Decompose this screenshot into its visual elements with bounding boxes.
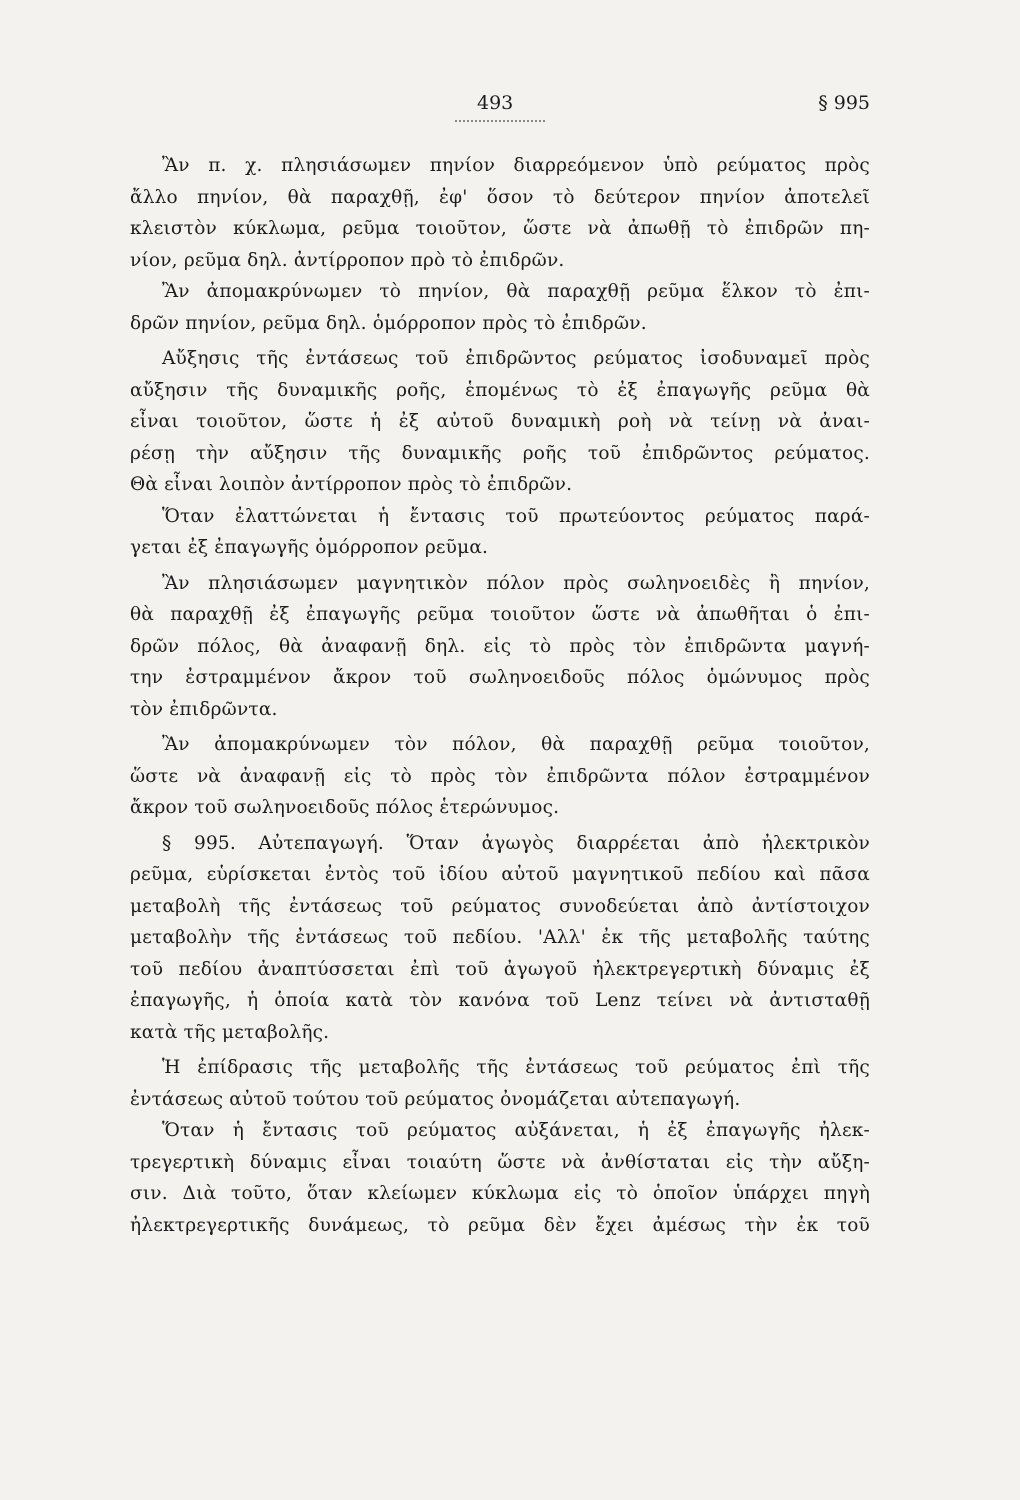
- section-reference: § 995: [818, 92, 870, 114]
- text-line: ἄκρον τοῦ σωληνοειδοῦς πόλος ἑτερώνυμος.: [130, 797, 560, 818]
- text-line: ρεῦμα, εὑρίσκεται ἐντὸς τοῦ ἰδίου αὐτοῦ μαγνητικοῦ πεδίου καὶ πᾶσα: [130, 864, 870, 885]
- text-line: τοῦ πεδίου ἀναπτύσσεται ἐπὶ τοῦ ἀγωγοῦ ἠλεκτρεγερτικὴ δύναμις ἐξ: [130, 958, 870, 980]
- text-line: μεταβολὴν τῆς ἐντάσεως τοῦ πεδίου. 'Αλλ' ἐκ τῆς μεταβολῆς ταύτης: [130, 927, 870, 948]
- text-line: κλειστὸν κύκλωμα, ρεῦμα τοιοῦτον, ὥστε νὰ ἀπωθῇ τὸ ἐπιδρῶν πη-: [130, 218, 870, 239]
- text-line: δρῶν πόλος, θὰ ἀναφανῇ δηλ. εἰς τὸ πρὸς τὸν ἐπιδρῶντα μαγνή-: [130, 635, 870, 657]
- text-line: Ὅταν ἡ ἔντασις τοῦ ρεύματος αὐξάνεται, ἡ ἐξ ἐπαγωγῆς ἠλεκ-: [162, 1120, 870, 1141]
- section-heading-line: § 995. Αὐτεπαγωγή. Ὅταν ἀγωγὸς διαρρέεται ἀπὸ ἠλεκτρικὸν: [162, 832, 870, 854]
- text-line: μεταβολὴ τῆς ἐντάσεως τοῦ ρεύματος συνοδεύεται ἀπὸ ἀντίστοιχον: [130, 895, 870, 917]
- text-line: εἶναι τοιοῦτον, ὥστε ἡ ἐξ αὐτοῦ δυναμικὴ ροὴ νὰ τείνῃ νὰ ἀναι-: [130, 411, 870, 432]
- text-line: ἐπαγωγῆς, ἡ ὁποία κατὰ τὸν κανόνα τοῦ Lenz τείνει νὰ ἀντισταθῇ: [130, 990, 870, 1011]
- text-line: Ἂν ἀπομακρύνωμεν τὸν πόλον, θὰ παραχθῇ ρεῦμα τοιοῦτον,: [162, 734, 870, 755]
- text-line: σιν. Διὰ τοῦτο, ὅταν κλείωμεν κύκλωμα εἰς τὸ ὁποῖον ὑπάρχει πηγὴ: [130, 1183, 870, 1204]
- text-line: Ὅταν ἐλαττώνεται ἡ ἔντασις τοῦ πρωτεύοντος ρεύματος παρά-: [162, 505, 870, 527]
- page-number: 493: [477, 92, 514, 114]
- text-line: κατὰ τῆς μεταβολῆς.: [130, 1021, 330, 1043]
- text-line: τρεγερτικὴ δύναμις εἶναι τοιαύτη ὥστε νὰ ἀνθίσταται εἰς τὴν αὔξη-: [130, 1151, 870, 1173]
- text-line: Ἂν πλησιάσωμεν μαγνητικὸν πόλον πρὸς σωληνοειδὲς ἢ πηνίον,: [162, 572, 870, 594]
- text-line: θὰ παραχθῇ ἐξ ἐπαγωγῆς ρεῦμα τοιοῦτον ὥστε νὰ ἀπωθῆται ὁ ἐπι-: [130, 604, 870, 625]
- text-line: ἄλλο πηνίον, θὰ παραχθῇ, ἐφ' ὅσον τὸ δεύτερον πηνίον ἀποτελεῖ: [130, 186, 870, 208]
- text-line: Αὔξησις τῆς ἐντάσεως τοῦ ἐπιδρῶντος ρεύματος ἰσοδυναμεῖ πρὸς: [162, 348, 870, 369]
- text-line: γεται ἐξ ἐπαγωγῆς ὁμόρροπον ρεῦμα.: [130, 537, 489, 558]
- text-line: Θὰ εἶναι λοιπὸν ἀντίρροπον πρὸς τὸ ἐπιδρῶν.: [130, 474, 573, 495]
- text-line: Ἡ ἐπίδρασις τῆς μεταβολῆς τῆς ἐντάσεως τοῦ ρεύματος ἐπὶ τῆς: [162, 1057, 870, 1078]
- text-line: δρῶν πηνίον, ρεῦμα δηλ. ὁμόρροπον πρὸς τὸ ἐπιδρῶν.: [130, 312, 647, 334]
- text-line: ἐντάσεως αὐτοῦ τούτου τοῦ ρεύματος ὀνομάζεται αὐτεπαγωγή.: [130, 1088, 741, 1110]
- page-header: [130, 92, 870, 122]
- page-body: [130, 150, 870, 1241]
- text-line: Ἂν π. χ. πλησιάσωμεν πηνίον διαρρεόμενον ὑπὸ ρεύματος πρὸς: [162, 155, 870, 176]
- text-line: ρέσῃ τὴν αὔξησιν τῆς δυναμικῆς ροῆς τοῦ ἐπιδρῶντος ρεύματος.: [130, 442, 870, 464]
- text-line: ὥστε νὰ ἀναφανῇ εἰς τὸ πρὸς τὸν ἐπιδρῶντα πόλον ἐστραμμένον: [130, 765, 870, 787]
- text-line: την ἐστραμμένον ἄκρον τοῦ σωληνοειδοῦς πόλος ὁμώνυμος πρὸς: [130, 667, 870, 688]
- text-line: αὔξησιν τῆς δυναμικῆς ροῆς, ἑπομένως τὸ ἐξ ἐπαγωγῆς ρεῦμα θὰ: [130, 379, 870, 401]
- text-line: Ἂν ἀπομακρύνωμεν τὸ πηνίον, θὰ παραχθῇ ρεῦμα ἕλκον τὸ ἐπι-: [162, 281, 870, 302]
- text-line: νίον, ρεῦμα δηλ. ἀντίρροπον πρὸ τὸ ἐπιδρῶν.: [130, 249, 565, 271]
- text-line: τὸν ἐπιδρῶντα.: [130, 698, 278, 720]
- text-line: ἠλεκτρεγερτικῆς δυνάμεως, τὸ ρεῦμα δὲν ἔχει ἀμέσως τὴν ἐκ τοῦ: [130, 1214, 870, 1236]
- page-number-underline: [455, 118, 545, 122]
